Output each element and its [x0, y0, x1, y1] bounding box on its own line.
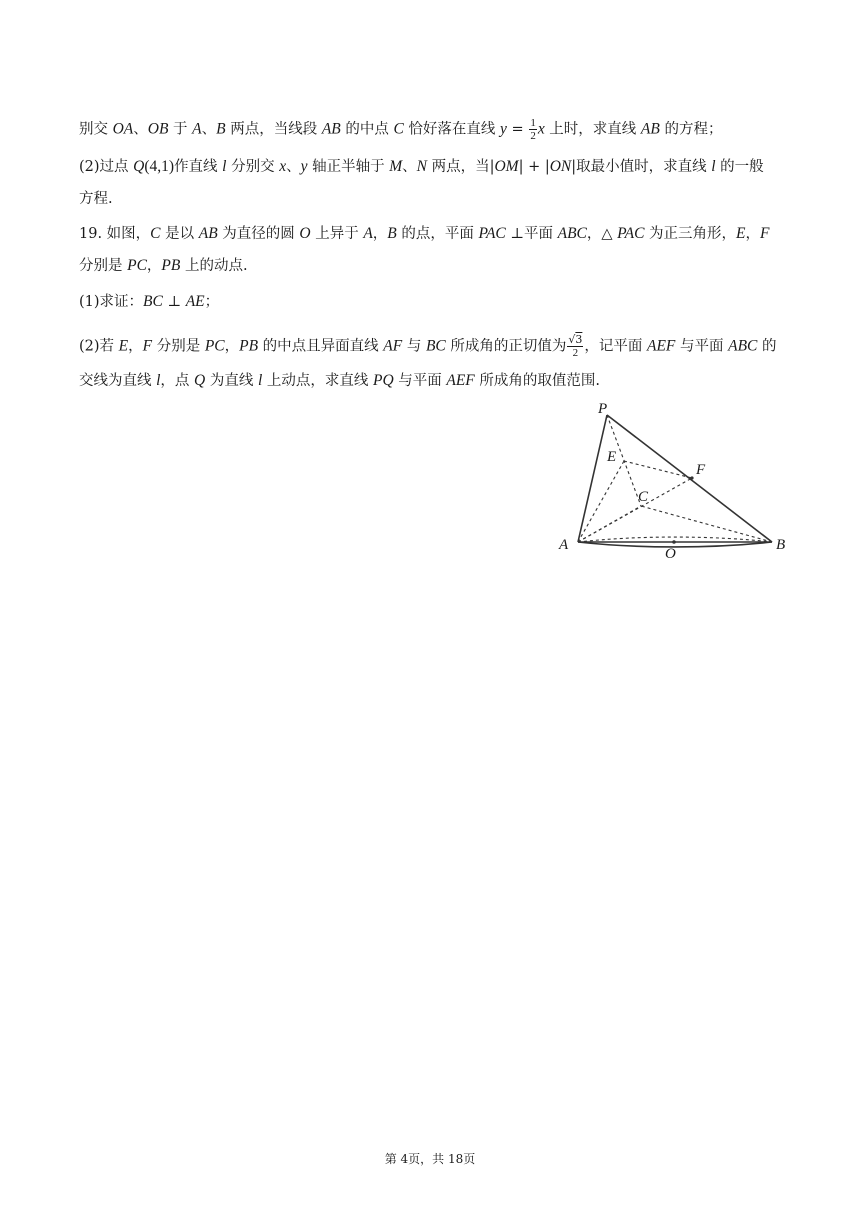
text: |取最小值时，求直线 [571, 159, 712, 175]
text: ， [224, 338, 240, 355]
text: (2)若 [79, 338, 119, 355]
math: A [363, 225, 373, 242]
math: A [192, 120, 202, 138]
math: AF [383, 337, 403, 355]
math: y [500, 120, 507, 138]
segment-bc [641, 506, 772, 542]
text: 两点，当| [426, 159, 495, 175]
math: AB [198, 225, 218, 242]
text: 与平面 [675, 338, 729, 355]
math: C [150, 225, 161, 242]
text: 为正三角形， [644, 226, 737, 242]
math: ⊥ [162, 294, 186, 310]
math: PB [239, 337, 259, 355]
math: AB [640, 120, 660, 138]
text: ⊥平面 [505, 226, 558, 242]
text: 方程. [79, 191, 113, 207]
math: AEF [446, 372, 475, 389]
label-b: B [776, 537, 786, 553]
segment-pa [578, 415, 607, 542]
text: 所成角的正切值为 [445, 338, 567, 355]
math: x [537, 120, 545, 138]
text: 上的动点. [180, 258, 248, 274]
math: F [760, 225, 770, 242]
sqrt-sign: √ [568, 333, 576, 346]
text: 上时，求直线 [544, 121, 641, 138]
segment-ef [624, 461, 692, 478]
math: B [216, 120, 226, 138]
text: 分别是 [79, 258, 128, 274]
text: ， [372, 226, 388, 242]
text: 为直径的圆 [217, 226, 300, 242]
math: BC [143, 293, 163, 310]
label-p: P [598, 401, 608, 417]
math: Q [194, 372, 206, 389]
math: (4,1) [144, 158, 175, 175]
text: 于 [168, 121, 193, 138]
segment-pb [607, 415, 772, 542]
text: 是以 [160, 226, 199, 242]
math: AEF [646, 337, 676, 355]
text: 交线为直线 [79, 373, 157, 389]
math: x [279, 158, 287, 175]
denominator: 2 [530, 130, 536, 142]
label-f: F [696, 462, 706, 478]
text: 为直线 [205, 373, 258, 389]
math: E [736, 225, 746, 242]
numerator: 1 [530, 117, 536, 129]
text: 与 [402, 338, 426, 355]
text: ，点 [160, 373, 195, 389]
text: (2)过点 [79, 159, 134, 175]
radicand: 3 [575, 333, 583, 346]
math: AB [321, 120, 341, 138]
text: 的一般 [715, 159, 764, 175]
math: C [393, 120, 404, 138]
text: 分别交 [226, 159, 280, 175]
text: 、 [402, 159, 417, 175]
math: | + | [518, 159, 550, 175]
text: ； [204, 294, 220, 310]
math: y [300, 158, 308, 175]
text: ， [128, 338, 143, 355]
math: ABC [557, 225, 587, 242]
math: OM [494, 158, 519, 175]
math: OA [112, 120, 134, 138]
math: PC [204, 337, 225, 355]
text: 、 [286, 159, 301, 175]
math: ON [549, 158, 572, 175]
math: OB [147, 120, 169, 138]
page-footer: 第 4页，共 18页 [384, 1152, 476, 1166]
math: PQ [372, 372, 394, 389]
segment-ae [578, 461, 624, 542]
text: 与平面 [393, 373, 447, 389]
text: 分别是 [152, 338, 205, 355]
text: ， [745, 226, 761, 242]
math: PC [127, 257, 147, 274]
math: O [299, 225, 311, 242]
math: l [257, 372, 263, 389]
math: PAC [617, 225, 645, 242]
point-f [690, 476, 693, 479]
denominator: 2 [572, 347, 579, 359]
text: 、 [133, 121, 148, 138]
text: 的 [757, 338, 777, 355]
math: = [506, 121, 529, 138]
text: ， [146, 258, 162, 274]
label-a: A [559, 537, 569, 553]
label-c: C [638, 489, 649, 505]
math: ABC [728, 337, 758, 355]
label-o: O [665, 546, 676, 562]
math: AE [185, 293, 205, 310]
text: 上异于 [310, 226, 364, 242]
text: ，记平面 [584, 338, 647, 355]
text: 两点，当线段 [225, 121, 322, 138]
text: 所成角的取值范围. [474, 373, 600, 389]
math: l [711, 158, 716, 175]
text: 的点，平面 [396, 226, 479, 242]
math: l [222, 158, 227, 175]
math: BC [425, 337, 446, 355]
math: PB [161, 257, 181, 274]
question-number: 19. 如图， [79, 226, 151, 242]
text: 轴正半轴于 [307, 159, 390, 175]
text: ，△ [586, 226, 618, 242]
label-e: E [607, 449, 617, 465]
text: 上动点，求直线 [262, 373, 373, 389]
math: PAC [478, 225, 506, 242]
math: E [118, 337, 129, 355]
math: N [416, 158, 427, 175]
text: 恰好落在直线 [403, 121, 501, 138]
math: l [156, 372, 161, 389]
math: B [387, 225, 397, 242]
segment-af [578, 478, 692, 542]
math: M [389, 158, 403, 175]
text: 别交 [79, 121, 113, 138]
math: F [142, 337, 153, 355]
text: 的中点 [340, 121, 394, 138]
text: 作直线 [174, 159, 223, 175]
point-o [672, 540, 676, 544]
text: 、 [201, 121, 217, 138]
text: (1)求证： [79, 294, 144, 310]
math: Q [133, 158, 145, 175]
text: 的中点且异面直线 [258, 338, 384, 355]
text: 的方程； [659, 121, 723, 138]
